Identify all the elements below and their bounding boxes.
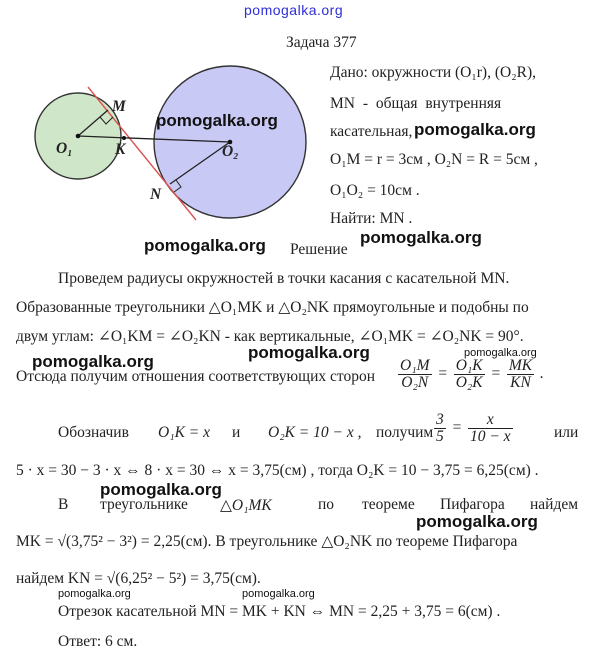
solution-p5-b: треугольнике <box>100 496 188 513</box>
solution-p7: найдем KN = √(6,25² − 5²) = 3,75(см). <box>16 570 261 587</box>
solution-p5-g: найдем <box>530 496 579 513</box>
answer: Ответ: 6 см. <box>58 633 138 650</box>
solution-p1-line3: двум углам: ∠O₁KM = ∠O₂KN - как вертикальные, ∠O₁MK = ∠O₂NK = 90°. <box>16 328 524 345</box>
proportion-equation: $\frac{3}{5}$ = $\frac{x}{10 - x}$ <box>436 411 511 445</box>
watermark-9: pomogalka.org <box>416 512 538 531</box>
solution-p1-line1: Проведем радиусы окружностей в точки касания с касательной MN. <box>58 270 510 287</box>
solution-p1-line2: Образованные треугольники △O₁MK и △O₂NK прямоугольные и подобны по <box>16 299 529 316</box>
point-k <box>122 136 126 140</box>
watermark-2: pomogalka.org <box>414 120 536 139</box>
given-line-5: O₁O₂ = 10см . <box>330 182 420 199</box>
solution-p3-b: O₁K = x <box>158 424 211 441</box>
solution-p5-f: Пифагора <box>440 496 505 513</box>
watermark-5: pomogalka.org <box>32 352 154 371</box>
solution-p3-d: O₂K = 10 − x , <box>268 424 362 441</box>
watermark-8: pomogalka.org <box>100 480 222 499</box>
proportion-left: $\frac{3}{5}$ <box>436 411 444 445</box>
ratio-fraction-2: $\frac{\text{O₁K}}{\text{O₂K}}$ <box>455 357 483 391</box>
ratio-fraction-3: $\frac{MK}{KN}$ <box>508 357 533 391</box>
given-line-3: касательная, <box>330 123 413 140</box>
label-o2: O₂ <box>222 143 239 160</box>
proportion-right: $\frac{x}{10 - x}$ <box>469 411 511 445</box>
ratio-fraction-1: $\frac{\text{O₁M}}{\text{O₂N}}$ <box>400 357 430 391</box>
solution-p5-e: теореме <box>362 496 415 513</box>
watermark-4: pomogalka.org <box>360 228 482 247</box>
given-line-1: Дано: окружности (O₁r), (O₂R), <box>330 64 536 81</box>
problem-title: Задача 377 <box>286 34 357 51</box>
solution-heading: Решение <box>290 241 348 258</box>
watermark-1: pomogalka.org <box>156 111 278 130</box>
solution-p8: Отрезок касательной MN = MK + KN ⇔ MN = 2,25 + 3,75 = 6(см) . <box>58 603 501 620</box>
solution-p5-c: △O₁MK <box>220 497 272 514</box>
solution-p5-d: по <box>318 496 335 513</box>
label-o1: O₁ <box>56 140 73 157</box>
given-line-4: O₁M = r = 3см , O₂N = R = 5см , <box>330 151 538 168</box>
geometry-figure <box>0 60 320 230</box>
point-o1 <box>76 134 81 139</box>
solution-p3-c: и <box>232 424 241 441</box>
watermark-6: pomogalka.org <box>248 343 370 362</box>
label-k: K <box>115 141 126 158</box>
solution-p5-a: В <box>58 496 69 513</box>
solution-p3-e: получим <box>376 424 434 441</box>
watermark-10: pomogalka.org <box>58 588 131 600</box>
watermark-3: pomogalka.org <box>144 236 266 255</box>
solution-p6: MK = √(3,75² − 3²) = 2,25(см). В треугольнике △O₂NK по теореме Пифагора <box>16 533 518 550</box>
solution-p4: 5 · x = 30 − 3 · x ⇔ 8 · x = 30 ⇔ x = 3,75(см) , тогда O₂K = 10 − 3,75 = 6,25(см) . <box>16 462 539 479</box>
watermark-11: pomogalka.org <box>242 588 315 600</box>
ratio-equation: $\frac{\text{O₁M}}{\text{O₂N}}$ = $\frac{\text{O₁K}}{\text{O₂K}}$ = $\frac{MK}{KN}$ . <box>400 357 544 391</box>
label-n: N <box>150 186 162 203</box>
solution-p3-f: или <box>554 424 579 441</box>
solution-p2-text: Отсюда получим отношения соответствующих сторон <box>16 368 375 385</box>
label-m: M <box>112 98 126 115</box>
watermark-7: pomogalka.org <box>464 347 537 359</box>
given-line-2: MN - общая внутренняя <box>330 95 502 112</box>
given-line-6: Найти: MN . <box>330 210 413 227</box>
solution-p3-a: Обозначив <box>58 424 129 441</box>
top-watermark: pomogalka.org <box>244 2 344 18</box>
